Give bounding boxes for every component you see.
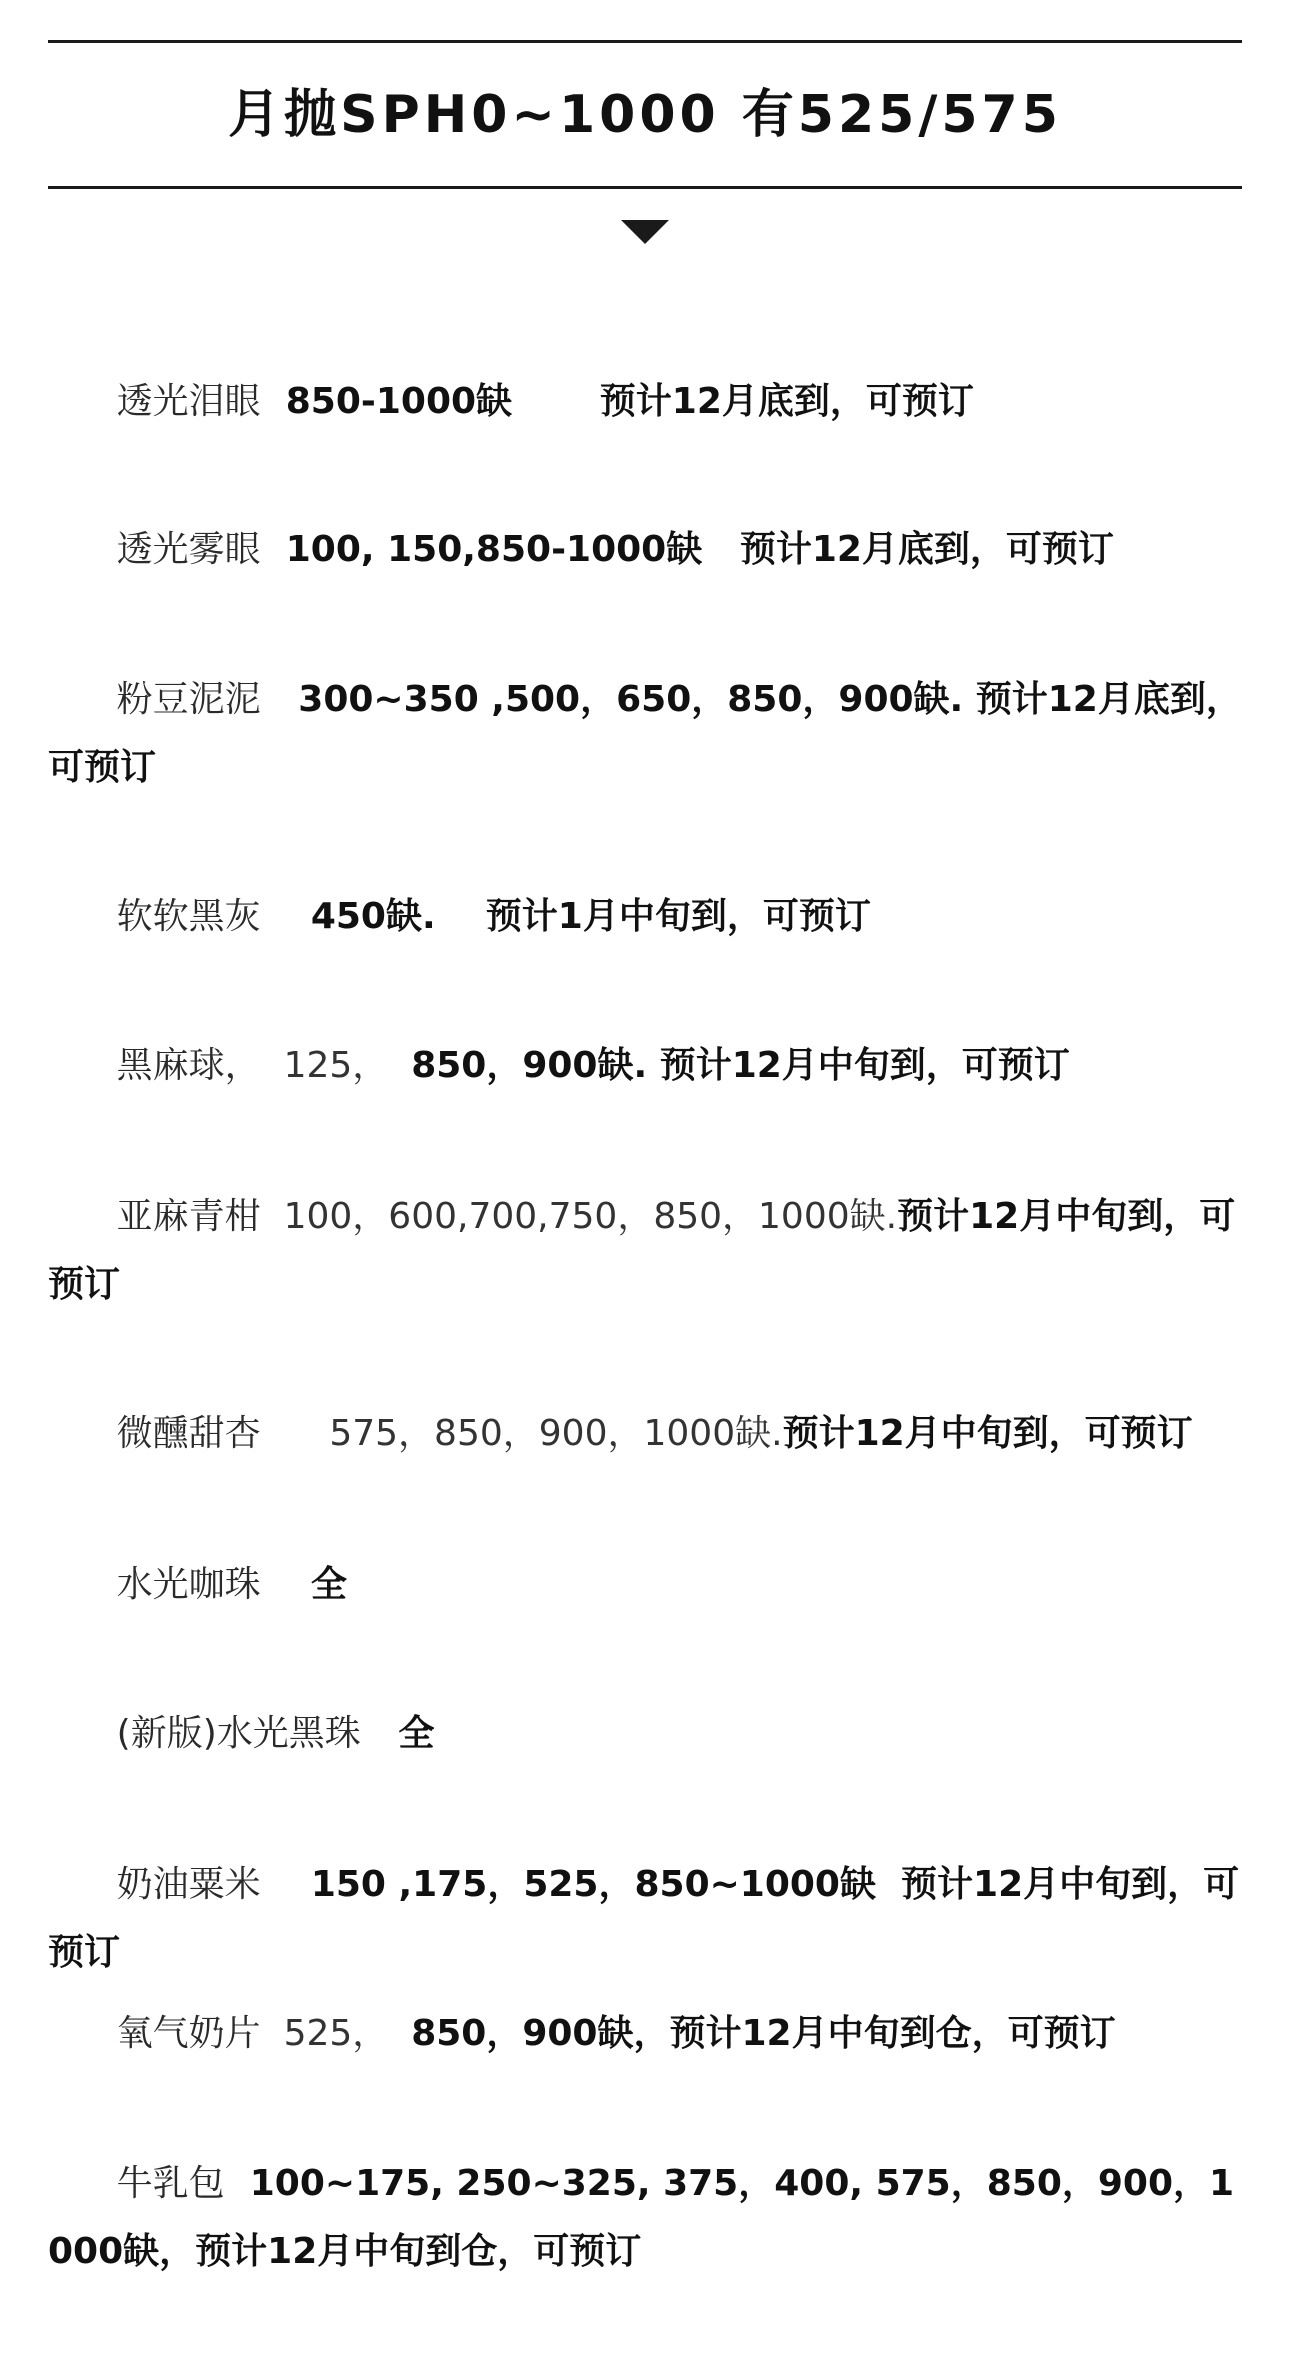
product-name: 氧气奶片: [116, 2013, 261, 2054]
stock-detail: 预计12月中旬到，可预订: [782, 1413, 1193, 1454]
stock-detail: 450缺. 预计1月中旬到，可预订: [260, 896, 871, 937]
stock-detail: 850，900缺. 预计12月中旬到，可预订: [411, 1045, 1070, 1086]
product-name: 微醺甜杏: [116, 1413, 261, 1454]
product-name: 牛乳包: [116, 2163, 225, 2204]
triangle-down-icon: [621, 220, 669, 244]
bottom-divider: [48, 186, 1242, 189]
product-name: 黑麻球，: [116, 1045, 261, 1086]
stock-quantity: 125，: [260, 1045, 412, 1086]
stock-detail: 100, 150,850-1000缺 预计12月底到，可预订: [260, 529, 1114, 570]
stock-quantity: 575，850，900，1000缺.: [260, 1413, 783, 1454]
product-name: 水光咖珠: [116, 1564, 261, 1605]
stock-detail: 预计12月中旬到，可预订: [48, 1196, 1236, 1305]
stock-detail: 150 ,175，525，850~1000缺 预计12月中旬到，可预订: [48, 1864, 1240, 1973]
list-item: [48, 2082, 1242, 2354]
stock-detail: 850，900缺，预计12月中旬到仓，可预订: [411, 2013, 1116, 2054]
stock-detail: 全: [260, 1564, 347, 1605]
product-name: (新版)水光黑珠: [116, 1713, 361, 1754]
stock-detail: 100~175, 250~325, 375，400, 575，850，900，1000缺，预计12月中旬到仓，可预订: [48, 2163, 1235, 2272]
stock-detail: 850-1000缺 预计12月底到，可预订: [260, 381, 974, 422]
stock-detail: 300~350 ,500，650，850，900缺. 预计12月底到，可预订: [48, 679, 1242, 788]
product-name: 奶油粟米: [116, 1864, 261, 1905]
page-title: 月抛SPH0~1000 有525/575: [228, 85, 1062, 145]
product-name: 透光雾眼: [116, 529, 261, 570]
stock-quantity: 525，: [260, 2013, 412, 2054]
stock-quantity: 100，600,700,750，850，1000缺.: [260, 1196, 898, 1237]
product-name: 亚麻青柑: [116, 1196, 261, 1237]
stock-detail: 全: [360, 1713, 435, 1754]
top-divider: [48, 40, 1242, 43]
product-name: 透光泪眼: [116, 381, 261, 422]
product-name: 粉豆泥泥: [116, 679, 261, 720]
product-name: 软软黑灰: [116, 896, 261, 937]
